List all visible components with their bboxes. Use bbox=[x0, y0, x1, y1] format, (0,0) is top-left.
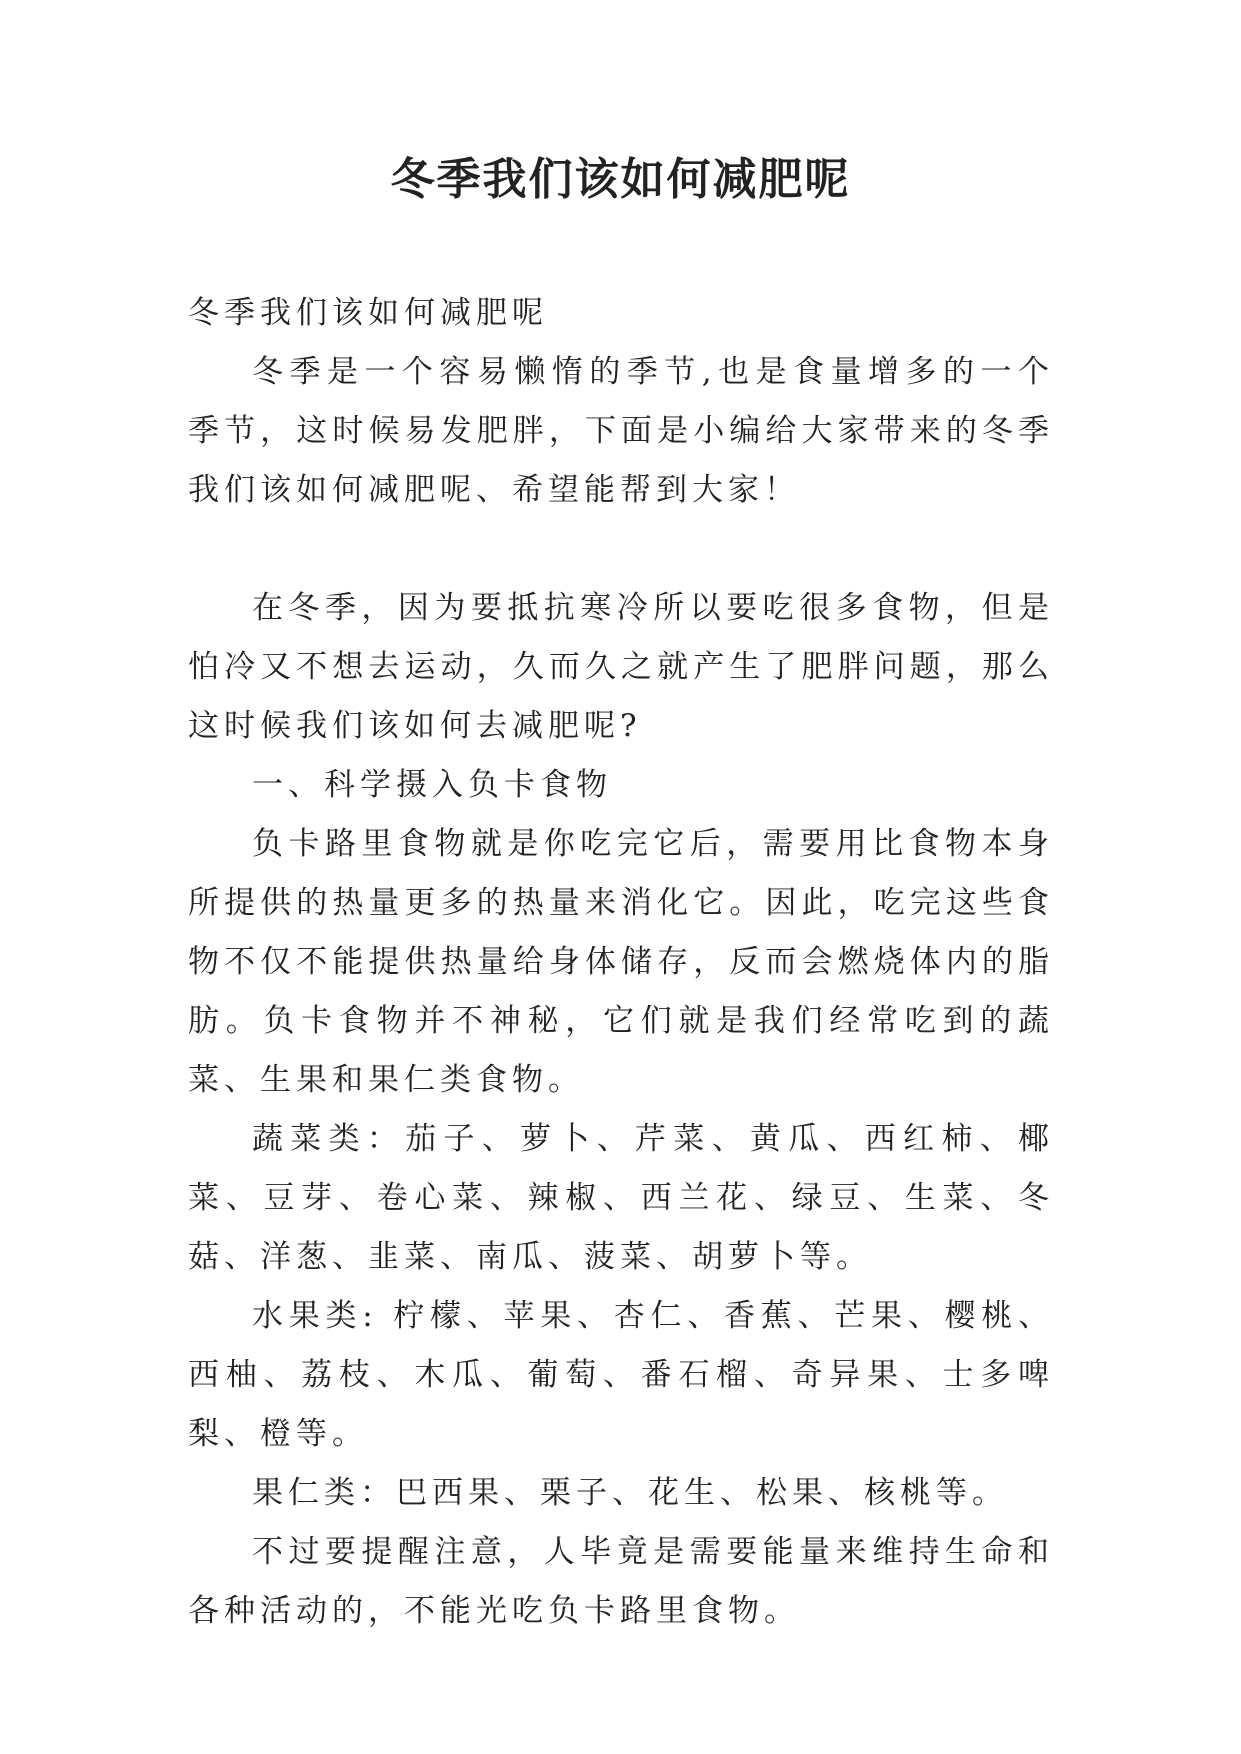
paragraph-reminder: 不过要提醒注意，人毕竟是需要能量来维持生命和各种活动的，不能光吃负卡路里食物。 bbox=[188, 1534, 1054, 1629]
paragraph-nuts: 果仁类：巴西果、栗子、花生、松果、核桃等。 bbox=[252, 1475, 1008, 1511]
paragraph-negative-calorie: 负卡路里食物就是你吃完它后，需要用比食物本身所提供的热量更多的热量来消化它。因此，吃完这些食物不仅不能提供热量给身体储存，反而会燃烧体内的脂肪。负卡食物并不神秘，它们就是我们经常吃到的蔬菜、生果和果仁类食物。 bbox=[188, 826, 1054, 1098]
paragraph-winter-eating: 在冬季，因为要抵抗寒冷所以要吃很多食物，但是怕冷又不想去运动，久而久之就产生了肥胖问题，那么这时候我们该如何去减肥呢? bbox=[188, 590, 1054, 744]
section-heading-1: 一、科学摄入负卡食物 bbox=[252, 767, 612, 803]
document-body bbox=[188, 284, 1054, 1641]
intro-paragraph: 冬季是一个容易懒惰的季节,也是食量增多的一个季节，这时候易发肥胖，下面是小编给大家带来的冬季我们该如何减肥呢、希望能帮到大家！ bbox=[188, 354, 1054, 508]
document-title: 冬季我们该如何减肥呢 bbox=[390, 154, 851, 205]
subtitle-line: 冬季我们该如何减肥呢 bbox=[188, 295, 548, 331]
paragraph-fruits: 水果类: 柠檬、苹果、杏仁、香蕉、芒果、樱桃、西柚、荔枝、木瓜、葡萄、番石榴、奇异果、士多啤梨、橙等。 bbox=[188, 1298, 1054, 1452]
paragraph-vegetables: 蔬菜类：茄子、萝卜、芹菜、黄瓜、西红柿、椰菜、豆芽、卷心菜、辣椒、西兰花、绿豆、生菜、冬菇、洋葱、韭菜、南瓜、菠菜、胡萝卜等。 bbox=[188, 1121, 1054, 1275]
